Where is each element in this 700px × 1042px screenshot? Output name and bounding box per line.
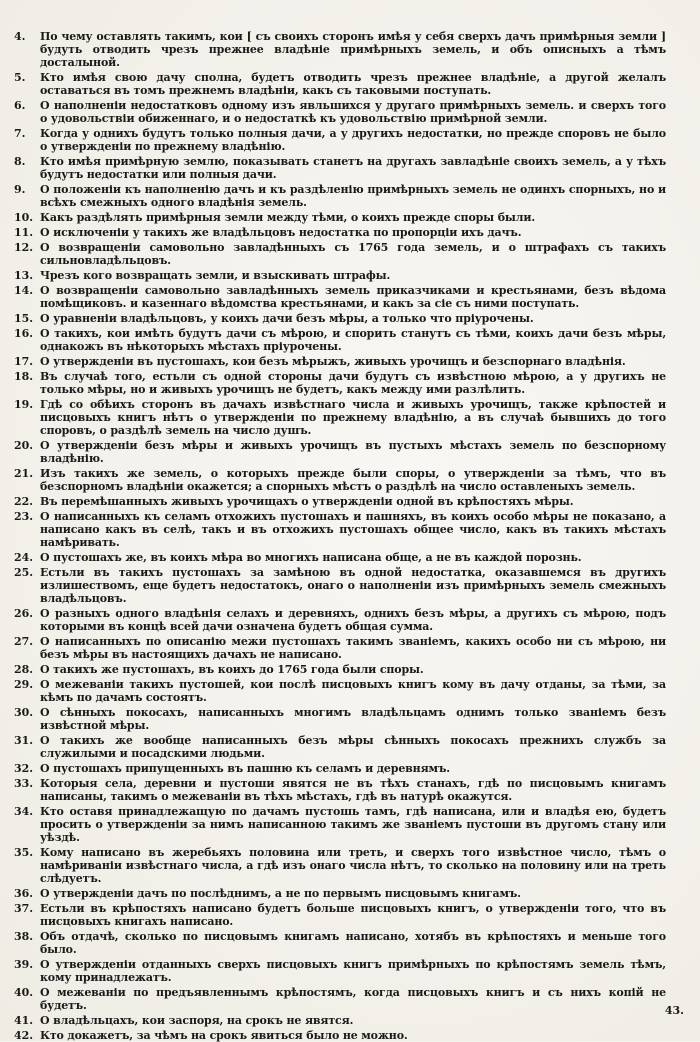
entry-number: 24. bbox=[14, 551, 34, 564]
entry-number: 36. bbox=[14, 887, 34, 900]
entry-row bbox=[14, 958, 666, 984]
entry-text: Кто имѣя свою дачу сполна, будетъ отводить чрезъ прежнее владѣніе, а другой желалъ оставаться въ томъ прежнемъ владѣніи, какъ съ таковыми поступать. bbox=[40, 71, 666, 97]
entry-number: 20. bbox=[14, 439, 34, 452]
entry-row bbox=[14, 635, 666, 661]
entry-text: По чему оставлять такимъ, кои [ съ своихъ сторонъ имѣя у себя сверхъ дачъ примѣрныя земли ] будуть отводить чрезъ прежнее владѣніе примѣрныхъ земель, и объ описныхъ а тѣмъ досталыной. bbox=[40, 30, 666, 69]
entry-text: О такихъ же пустошахъ, въ коихъ до 1765 года были споры. bbox=[40, 663, 424, 676]
entry-row bbox=[14, 467, 666, 493]
entry-text: О написанныхъ по описанію межи пустошахъ такимъ званіемъ, какихъ особо ни съ мѣрою, ни безъ мѣры въ настоящихъ дачахъ не написано. bbox=[40, 635, 666, 661]
entry-number: 29. bbox=[14, 678, 34, 691]
entry-number: 37. bbox=[14, 902, 34, 915]
entry-list bbox=[14, 30, 666, 1042]
entry-row bbox=[14, 663, 666, 676]
entry-text: О разныхъ одного владѣнія селахъ и деревняхъ, однихъ безъ мѣры, а другихъ съ мѣрою, подъ которыми въ концѣ всей дачи означена будетъ общая сумма. bbox=[40, 607, 666, 633]
entry-text: Когда у однихъ будутъ только полныя дачи, а у другихъ недостатки, но прежде споровъ не было о утвержденіи по прежнему владѣнію. bbox=[40, 127, 666, 153]
entry-text: О возвращеніи самовольно завладѣнныхъ съ 1765 года земель, и о штрафахъ съ такихъ сильновладѣльцовъ. bbox=[40, 241, 666, 267]
entry-row bbox=[14, 398, 666, 437]
entry-number: 17. bbox=[14, 355, 34, 368]
entry-row bbox=[14, 887, 666, 900]
entry-text: Естьли въ крѣпостяхъ написано будетъ больше писцовыхъ книгъ, о утвержденіи того, что въ писцовыхъ книгахъ написано. bbox=[40, 902, 666, 928]
entry-row bbox=[14, 777, 666, 803]
entry-row bbox=[14, 370, 666, 396]
entry-text: Чрезъ кого возвращать земли, и взыскивать штрафы. bbox=[40, 269, 391, 282]
entry-number: 27. bbox=[14, 635, 34, 648]
entry-row bbox=[14, 1029, 666, 1042]
entry-text: Кому написано въ жеребьяхъ половина или треть, и сверхъ того извѣстное число, тѣмъ о намѣриваніи извѣстнаго числа, а гдѣ изъ онаго числа нѣтъ, то сколько на половину или на треть слѣдуетъ. bbox=[40, 846, 666, 885]
entry-number: 15. bbox=[14, 312, 34, 325]
entry-number: 11. bbox=[14, 226, 34, 239]
entry-text: Естьли въ такихъ пустошахъ за замѣною въ одной недостатка, оказавшемся въ другихъ излишествомъ, еще будетъ недостатокъ, онаго о наполненіи изъ примѣрныхъ земель смежныхъ владѣльцовъ. bbox=[40, 566, 666, 605]
entry-number: 21. bbox=[14, 467, 34, 480]
entry-text: Объ отдачѣ, сколько по писцовымъ книгамъ написано, хотябъ въ крѣпостяхъ и меньше того было. bbox=[40, 930, 666, 956]
entry-row bbox=[14, 902, 666, 928]
entry-row bbox=[14, 551, 666, 564]
entry-text: О такихъ, кои имѣть будутъ дачи съ мѣрою, и спорить станутъ съ тѣми, коихъ дачи безъ мѣры, однакожъ въ нѣкоторыхъ мѣстахъ пріурочены. bbox=[40, 327, 666, 353]
entry-row bbox=[14, 678, 666, 704]
entry-number: 13. bbox=[14, 269, 34, 282]
entry-text: О написанныхъ къ селамъ отхожихъ пустошахъ и пашняхъ, въ коихъ особо мѣры не показано, а написано какъ въ селѣ, такъ и въ отхожихъ пустошахъ общее число, какъ въ такихъ мѣстахъ намѣривать. bbox=[40, 510, 666, 549]
entry-text: О межеваніи по предъявленнымъ крѣпостямъ, когда писцовыхъ книгъ и съ нихъ копій не будетъ. bbox=[40, 986, 666, 1012]
entry-text: О исключеніи у такихъ же владѣльцовъ недостатка по пропорціи ихъ дачъ. bbox=[40, 226, 522, 239]
entry-number: 19. bbox=[14, 398, 34, 411]
entry-text: О такихъ же вообще написанныхъ безъ мѣры сѣнныхъ покосахъ прежнихъ службъ за служилыми и посадскими людьми. bbox=[40, 734, 666, 760]
entry-number: 23. bbox=[14, 510, 34, 523]
entry-number: 41. bbox=[14, 1014, 34, 1027]
entry-row bbox=[14, 566, 666, 605]
entry-row bbox=[14, 99, 666, 125]
entry-text: Кто оставя принадлежащую по дачамъ пустошь тамъ, гдѣ написана, или и владѣя ею, будетъ просить о утвержденіи за нимъ написанною такимъ же званіемъ пустоши въ другомъ стану или уѣздѣ. bbox=[40, 805, 666, 844]
entry-row bbox=[14, 30, 666, 69]
entry-number: 28. bbox=[14, 663, 34, 676]
entry-row bbox=[14, 495, 666, 508]
entry-text: О утвержденіи безъ мѣры и живыхъ урочищъ въ пустыхъ мѣстахъ земель по безспорному владѣнію. bbox=[40, 439, 666, 465]
entry-text: О сѣнныхъ покосахъ, написанныхъ многимъ владѣльцамъ однимъ только званіемъ безъ извѣстной мѣры. bbox=[40, 706, 666, 732]
entry-row bbox=[14, 1014, 666, 1027]
entry-row bbox=[14, 71, 666, 97]
entry-number: 25. bbox=[14, 566, 34, 579]
entry-text: Гдѣ со обѣихъ сторонъ въ дачахъ извѣстнаго числа и живыхъ урочищъ, также крѣпостей и писцовыхъ книгъ нѣтъ о утвержденіи по прежнему владѣнію, а въ случаѣ бывшихъ до того споровъ, о раздѣлѣ земель на число душъ. bbox=[40, 398, 666, 437]
page-number: 43. bbox=[664, 1004, 684, 1017]
entry-row bbox=[14, 805, 666, 844]
entry-row bbox=[14, 183, 666, 209]
entry-number: 32. bbox=[14, 762, 34, 775]
entry-number: 30. bbox=[14, 706, 34, 719]
entry-row bbox=[14, 226, 666, 239]
entry-number: 18. bbox=[14, 370, 34, 383]
entry-number: 33. bbox=[14, 777, 34, 790]
entry-text: О утвержденіи отданныхъ сверхъ писцовыхъ книгъ примѣрныхъ по крѣпостямъ земель тѣмъ, кому принадлежатъ. bbox=[40, 958, 666, 984]
entry-text: О пустошахъ же, въ коихъ мѣра во многихъ написана обще, а не въ каждой порознь. bbox=[40, 551, 582, 564]
entry-text: О положеніи къ наполненію дачъ и къ раздѣленію примѣрныхъ земель не одинхъ спорныхъ, но и всѣхъ смежныхъ одного владѣнія земель. bbox=[40, 183, 666, 209]
entry-number: 16. bbox=[14, 327, 34, 340]
entry-row bbox=[14, 986, 666, 1012]
entry-number: 12. bbox=[14, 241, 34, 254]
entry-number: 8. bbox=[14, 155, 26, 168]
entry-number: 6. bbox=[14, 99, 26, 112]
entry-text: Въ случаѣ того, естьли съ одной стороны дачи будутъ съ извѣстною мѣрою, а у другихъ не только мѣры, но и живыхъ урочищъ не будетъ, какъ между ими разлѣлить. bbox=[40, 370, 666, 396]
entry-number: 31. bbox=[14, 734, 34, 747]
entry-number: 39. bbox=[14, 958, 34, 971]
entry-row bbox=[14, 284, 666, 310]
entry-number: 4. bbox=[14, 30, 26, 43]
entry-number: 5. bbox=[14, 71, 26, 84]
entry-row bbox=[14, 734, 666, 760]
entry-row bbox=[14, 930, 666, 956]
entry-row bbox=[14, 269, 666, 282]
entry-text: О возвращеніи самовольно завладѣнныхъ земель приказчиками и крестьянами, безъ вѣдома помѣщиковъ. и казеннаго вѣдомства крестьянами, и какъ за сіе съ ними поступать. bbox=[40, 284, 666, 310]
entry-row bbox=[14, 327, 666, 353]
entry-row bbox=[14, 762, 666, 775]
entry-row bbox=[14, 846, 666, 885]
entry-text: О наполненіи недостатковъ одному изъ явльшихся у другаго примѣрныхъ земель. и сверхъ того о удовольствіи обиженнаго, и о недостаткѣ къ удовольствію примѣрной земли. bbox=[40, 99, 666, 125]
entry-number: 7. bbox=[14, 127, 26, 140]
entry-row bbox=[14, 155, 666, 181]
entry-row bbox=[14, 607, 666, 633]
entry-row bbox=[14, 312, 666, 325]
entry-number: 9. bbox=[14, 183, 26, 196]
entry-text: О уравненіи владѣльцовъ, у коихъ дачи безъ мѣры, а только что пріурочены. bbox=[40, 312, 534, 325]
entry-row bbox=[14, 211, 666, 224]
entry-number: 35. bbox=[14, 846, 34, 859]
entry-row bbox=[14, 706, 666, 732]
entry-number: 14. bbox=[14, 284, 34, 297]
entry-number: 10. bbox=[14, 211, 34, 224]
entry-text: Кто докажетъ, за чѣмъ на срокъ явиться было не можно. bbox=[40, 1029, 408, 1042]
entry-text: О межеваніи такихъ пустошей, кои послѣ писцовыхъ книгъ кому въ дачу отданы, за тѣми, за кѣмъ по дачамъ состоятъ. bbox=[40, 678, 666, 704]
entry-text: Кто имѣя примѣрную землю, показывать станетъ на другахъ завладѣніе своихъ земель, а у тѣхъ будутъ недостатки или полныя дачи. bbox=[40, 155, 666, 181]
entry-text: О утвержденіи дачъ по послѣднимъ, а не по первымъ писцовымъ книгамъ. bbox=[40, 887, 521, 900]
entry-number: 26. bbox=[14, 607, 34, 620]
entry-text: Какъ раздѣлять примѣрныя земли между тѣми, о коихъ прежде споры были. bbox=[40, 211, 536, 224]
entry-text: О утвержденіи въ пустошахъ, кои безъ мѣрыжъ, живыхъ урочищъ и безспорнаго владѣнія. bbox=[40, 355, 626, 368]
entry-text: Изъ такихъ же земель, о которыхъ прежде были споры, о утвержденіи за тѣмъ, что въ безспорномъ владѣніи окажется; а спорныхъ мѣстъ о раздѣлѣ на число оставленыхъ земель. bbox=[40, 467, 666, 493]
entry-number: 22. bbox=[14, 495, 34, 508]
entry-text: Въ перемѣшанныхъ живыхъ урочищахъ о утвержденіи одной въ крѣпостяхъ мѣры. bbox=[40, 495, 574, 508]
entry-number: 38. bbox=[14, 930, 34, 943]
entry-number: 40. bbox=[14, 986, 34, 999]
entry-row bbox=[14, 439, 666, 465]
entry-row bbox=[14, 127, 666, 153]
entry-text: О пустошахъ припущенныхъ въ пашню къ селамъ и деревнямъ. bbox=[40, 762, 450, 775]
entry-row bbox=[14, 241, 666, 267]
entry-number: 42. bbox=[14, 1029, 34, 1042]
entry-number: 34. bbox=[14, 805, 34, 818]
entry-text: Которыя села, деревни и пустоши явятся не въ тѣхъ станахъ, гдѣ по писцовымъ книгамъ написаны, такимъ о межеваніи въ тѣхъ мѣстахъ, гдѣ въ натурѣ окажутся. bbox=[40, 777, 666, 803]
entry-row bbox=[14, 355, 666, 368]
entry-row bbox=[14, 510, 666, 549]
entry-text: О владѣльцахъ, кои заспоря, на срокъ не явятся. bbox=[40, 1014, 354, 1027]
